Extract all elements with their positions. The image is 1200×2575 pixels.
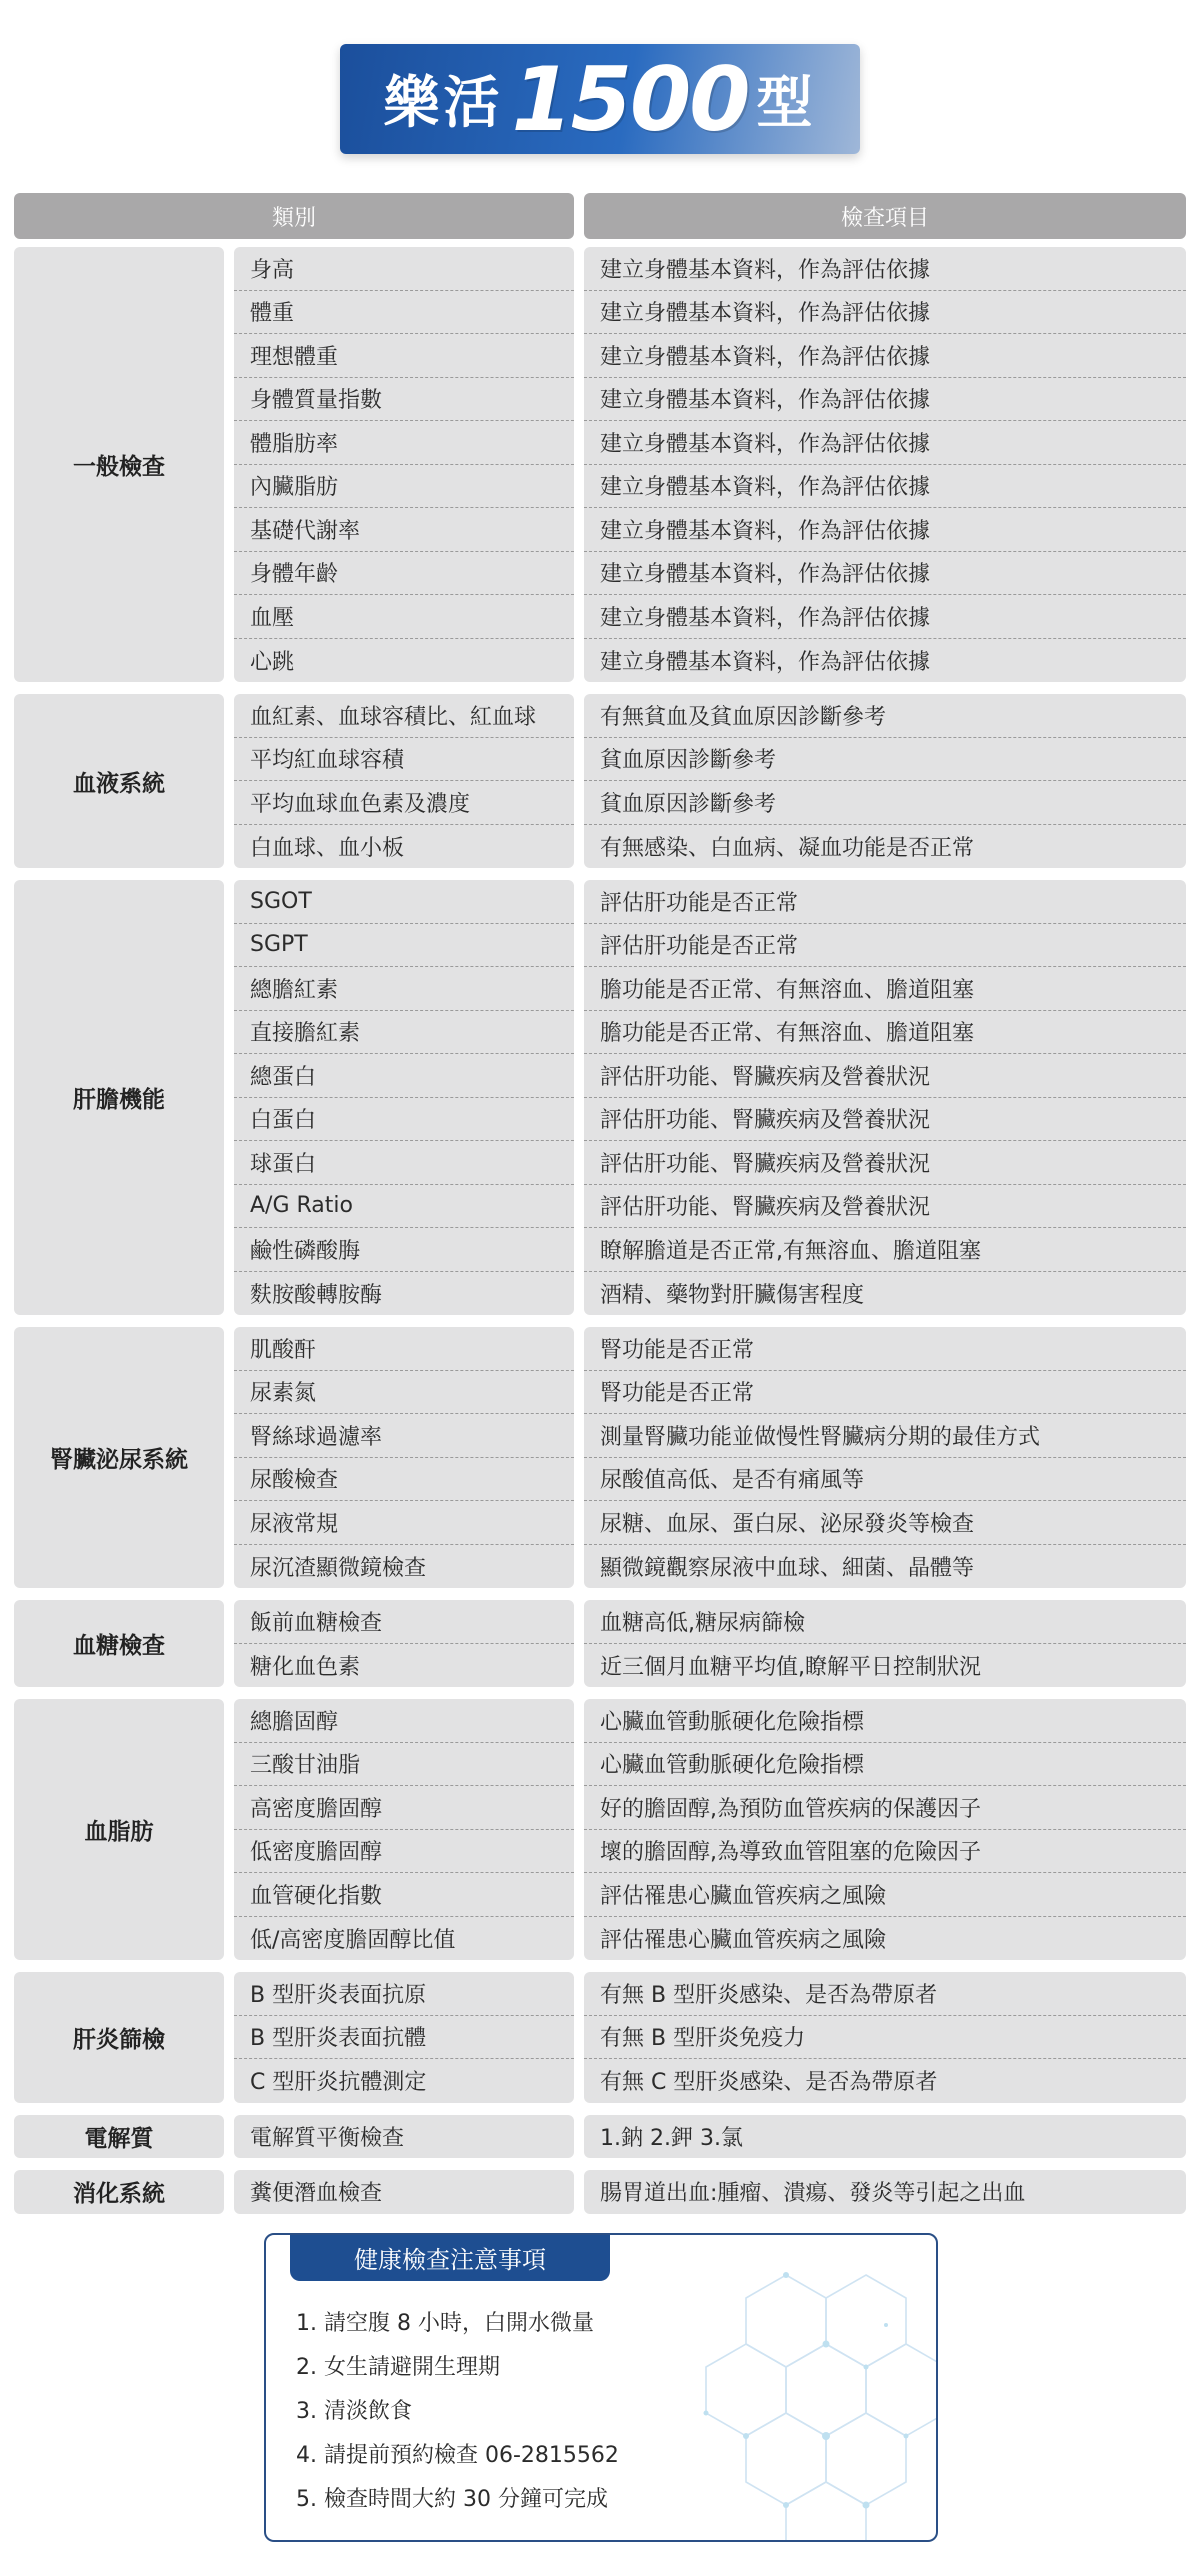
exam-item: 尿酸檢查 [234,1458,574,1502]
exam-description: 貧血原因診斷參考 [584,781,1186,825]
item-column [234,880,574,1315]
exam-description: 尿酸值高低、是否有痛風等 [584,1458,1186,1502]
category-label: 一般檢查 [14,247,224,682]
exam-description: 建立身體基本資料，作為評估依據 [584,378,1186,422]
section [14,2115,1186,2159]
exam-item: 總蛋白 [234,1054,574,1098]
exam-item: 糖化血色素 [250,1654,361,1680]
exam-item: 電解質平衡檢查 [250,2125,405,2151]
exam-item: 身高 [234,247,574,291]
exam-description: 酒精、藥物對肝臟傷害程度 [600,1282,865,1308]
item-column [234,1972,574,2103]
exam-item: 尿液常規 [234,1501,574,1545]
exam-item: 球蛋白 [234,1141,574,1185]
exam-description: 建立身體基本資料，作為評估依據 [584,421,1186,465]
header-category: 類別 [14,193,574,239]
exam-item: B 型肝炎表面抗原 [234,1972,574,2016]
exam-item: 血紅素、血球容積比、紅血球 [234,694,574,738]
category-label: 腎臟泌尿系統 [14,1327,224,1588]
exam-item: 尿沉渣顯微鏡檢查 [250,1555,427,1581]
exam-item: 基礎代謝率 [234,508,574,552]
notice-list [296,2299,619,2519]
notice-item: 2. 女生請避開生理期 [296,2354,500,2380]
exam-item: 肌酸酐 [234,1327,574,1371]
notice-box [264,2233,938,2542]
exam-description: 建立身體基本資料，作為評估依據 [584,595,1186,639]
header-item: 檢查項目 [584,193,1186,239]
exam-item: 尿素氮 [234,1371,574,1415]
exam-description: 壞的膽固醇,為導致血管阻塞的危險因子 [584,1830,1186,1874]
exam-description: 有無 C 型肝炎感染、是否為帶原者 [600,2070,938,2096]
exam-description: 膽功能是否正常、有無溶血、膽道阻塞 [584,967,1186,1011]
exam-item: 飯前血糖檢查 [234,1600,574,1644]
exam-item: 總膽固醇 [234,1699,574,1743]
item-column [234,2115,574,2159]
notice-title: 健康檢查注意事項 [290,2233,610,2281]
category-label: 血脂肪 [14,1699,224,1960]
exam-item: 白血球、血小板 [250,835,405,861]
exam-item: 低密度膽固醇 [234,1830,574,1874]
exam-item: SGPT [234,924,574,968]
exam-description: 好的膽固醇,為預防血管疾病的保護因子 [584,1786,1186,1830]
exam-description: 評估肝功能、腎臟疾病及營養狀況 [584,1054,1186,1098]
exam-description: 心臟血管動脈硬化危險指標 [584,1743,1186,1787]
section [14,1972,1186,2103]
notice-item: 1. 請空腹 8 小時，白開水微量 [296,2310,594,2336]
description-column [584,880,1186,1315]
exam-item: 心跳 [250,649,295,675]
exam-description: 建立身體基本資料，作為評估依據 [584,291,1186,335]
exam-item: 理想體重 [234,334,574,378]
item-column [234,1699,574,1960]
exam-description: 評估肝功能是否正常 [584,880,1186,924]
title-number: 1500 [511,47,749,151]
exam-description: 膽功能是否正常、有無溶血、膽道阻塞 [584,1011,1186,1055]
exam-item: 體脂肪率 [234,421,574,465]
exam-description: 評估肝功能、腎臟疾病及營養狀況 [584,1185,1186,1229]
description-column [584,1600,1186,1687]
category-label: 肝膽機能 [14,880,224,1315]
exam-description: 建立身體基本資料，作為評估依據 [584,465,1186,509]
exam-item: 內臟脂肪 [234,465,574,509]
exam-item: 平均血球血色素及濃度 [234,781,574,825]
exam-item: A/G Ratio [234,1185,574,1229]
exam-description: 尿糖、血尿、蛋白尿、泌尿發炎等檢查 [584,1501,1186,1545]
description-column [584,2170,1186,2214]
exam-description: 評估肝功能是否正常 [584,924,1186,968]
exam-description: 評估肝功能、腎臟疾病及營養狀況 [584,1098,1186,1142]
exam-item: 體重 [234,291,574,335]
title-prefix: 樂活 [383,71,504,136]
exam-item: 直接膽紅素 [234,1011,574,1055]
exam-description: 有無感染、白血病、凝血功能是否正常 [600,835,975,861]
exam-item: 身體年齡 [234,552,574,596]
description-column [584,1972,1186,2103]
section [14,1600,1186,1687]
exam-description: 貧血原因診斷參考 [584,738,1186,782]
exam-description: 顯微鏡觀察尿液中血球、細菌、晶體等 [600,1555,975,1581]
category-label: 電解質 [14,2115,224,2159]
exam-item: SGOT [234,880,574,924]
exam-item: B 型肝炎表面抗體 [234,2016,574,2060]
section [14,247,1186,682]
exam-item: 血管硬化指數 [234,1873,574,1917]
exam-description: 建立身體基本資料，作為評估依據 [584,508,1186,552]
item-column [234,1327,574,1588]
exam-description: 心臟血管動脈硬化危險指標 [584,1699,1186,1743]
exam-description: 評估肝功能、腎臟疾病及營養狀況 [584,1141,1186,1185]
category-label: 血糖檢查 [14,1600,224,1687]
exam-item: 平均紅血球容積 [234,738,574,782]
table-header [14,193,1186,239]
description-column [584,694,1186,868]
exam-description: 有無 B 型肝炎免疫力 [584,2016,1186,2060]
item-column [234,247,574,682]
item-column [234,2170,574,2214]
exam-description: 腸胃道出血:腫瘤、潰瘍、發炎等引起之出血 [600,2181,1026,2207]
exam-description: 評估罹患心臟血管疾病之風險 [600,1927,887,1953]
section [14,880,1186,1315]
exam-description: 腎功能是否正常 [584,1371,1186,1415]
exam-description: 建立身體基本資料，作為評估依據 [600,649,931,675]
exam-item: C 型肝炎抗體測定 [250,2070,427,2096]
title-suffix: 型 [756,71,817,136]
hexagon-decoration [636,2235,936,2540]
exam-description: 有無貧血及貧血原因診斷參考 [584,694,1186,738]
notice-item: 5. 檢查時間大約 30 分鐘可完成 [296,2486,608,2512]
exam-description: 1.鈉 2.鉀 3.氯 [600,2125,743,2151]
exam-item: 血壓 [234,595,574,639]
exam-item: 白蛋白 [234,1098,574,1142]
exam-item: 糞便潛血檢查 [250,2181,383,2207]
description-column [584,2115,1186,2159]
exam-item: 鹼性磷酸脢 [234,1228,574,1272]
exam-description: 腎功能是否正常 [584,1327,1186,1371]
exam-description: 評估罹患心臟血管疾病之風險 [584,1873,1186,1917]
exam-item: 身體質量指數 [234,378,574,422]
description-column [584,1327,1186,1588]
exam-description: 測量腎臟功能並做慢性腎臟病分期的最佳方式 [584,1414,1186,1458]
description-column [584,1699,1186,1960]
item-column [234,1600,574,1687]
exam-description: 血糖高低,糖尿病篩檢 [584,1600,1186,1644]
exam-item: 低/高密度膽固醇比值 [250,1927,456,1953]
exam-item: 高密度膽固醇 [234,1786,574,1830]
exam-description: 建立身體基本資料，作為評估依據 [584,247,1186,291]
exam-item: 總膽紅素 [234,967,574,1011]
exam-item: 三酸甘油脂 [234,1743,574,1787]
exam-item: 麩胺酸轉胺酶 [250,1282,383,1308]
exam-description: 近三個月血糖平均值,瞭解平日控制狀況 [600,1654,981,1680]
exam-description: 建立身體基本資料，作為評估依據 [584,552,1186,596]
description-column [584,247,1186,682]
category-label: 消化系統 [14,2170,224,2214]
section [14,1327,1186,1588]
section [14,1699,1186,1960]
category-label: 血液系統 [14,694,224,868]
notice-item: 4. 請提前預約檢查 06-2815562 [296,2442,619,2468]
item-column [234,694,574,868]
section [14,2170,1186,2214]
exam-item: 腎絲球過濾率 [234,1414,574,1458]
section [14,694,1186,868]
exam-description: 瞭解膽道是否正常,有無溶血、膽道阻塞 [584,1228,1186,1272]
exam-description: 建立身體基本資料，作為評估依據 [584,334,1186,378]
exam-description: 有無 B 型肝炎感染、是否為帶原者 [584,1972,1186,2016]
notice-item: 3. 清淡飲食 [296,2398,412,2424]
category-label: 肝炎篩檢 [14,1972,224,2103]
title-banner [340,44,860,154]
